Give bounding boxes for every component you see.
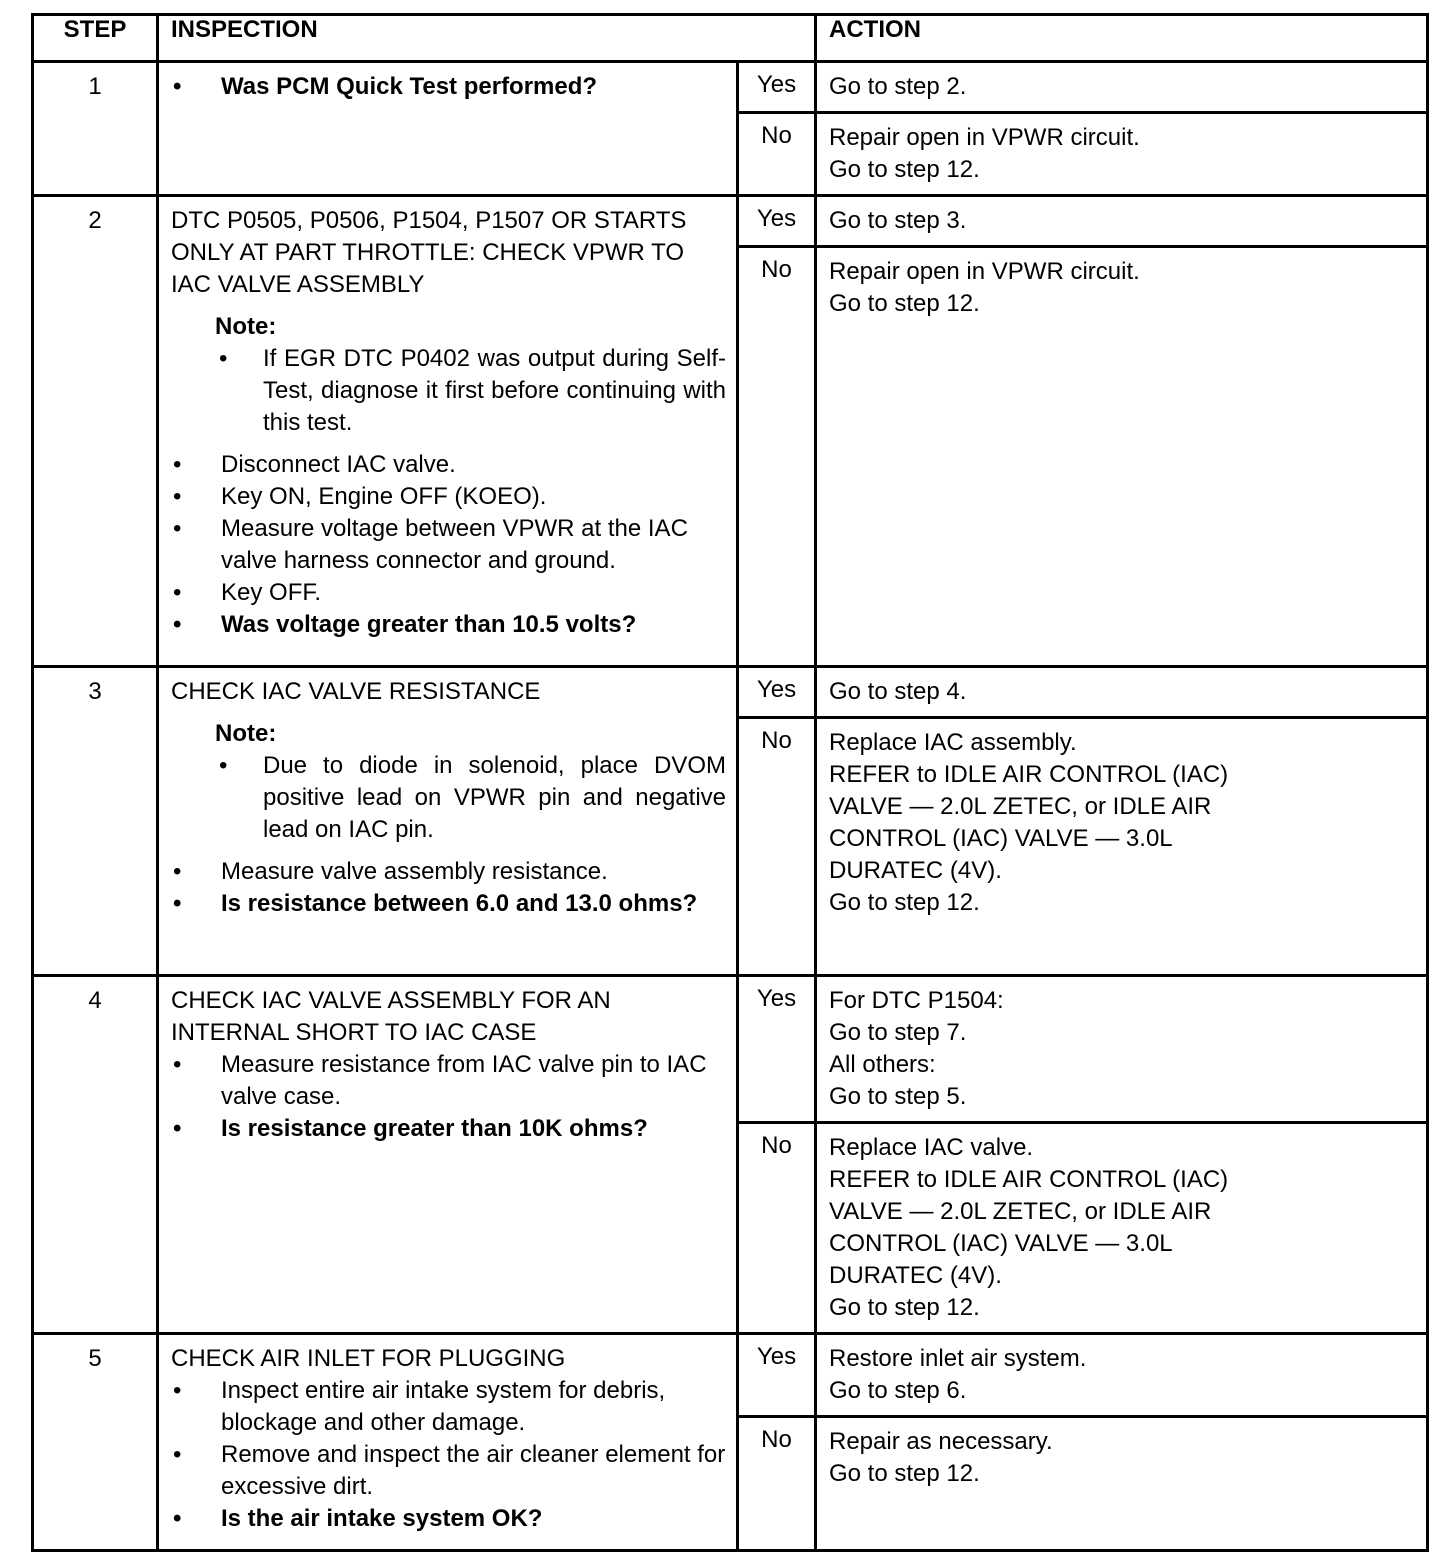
yes-label: Yes [738, 667, 816, 718]
step-2-inspection [158, 196, 738, 667]
action-line: Go to step 7. [829, 1019, 967, 1046]
step-title: CHECK IAC VALVE RESISTANCE [171, 678, 541, 705]
step-5-no-action [816, 1417, 1428, 1551]
action-line: Repair as necessary. [829, 1428, 1053, 1455]
action-line: Go to step 2. [829, 73, 967, 100]
step-number: 4 [33, 976, 158, 1334]
bullet: • Measure valve assembly resistance. [171, 856, 726, 888]
action-line: VALVE — 2.0L ZETEC, or IDLE AIR [829, 1198, 1212, 1225]
action-line: DURATEC (4V). [829, 857, 1002, 884]
step-1-no-action [816, 113, 1428, 196]
yes-label: Yes [738, 196, 816, 247]
step-3-inspection [158, 667, 738, 976]
yes-label: Yes [738, 62, 816, 113]
action-line: Go to step 3. [829, 207, 967, 234]
note-label: Note: [215, 720, 277, 747]
step-5-yes-action [816, 1334, 1428, 1417]
action-line: Repair open in VPWR circuit. [829, 258, 1140, 285]
action-line: DURATEC (4V). [829, 1262, 1002, 1289]
action-line: CONTROL (IAC) VALVE — 3.0L [829, 1230, 1173, 1257]
step-3-question: • Is resistance between 6.0 and 13.0 ohms? [171, 888, 726, 920]
action-line: REFER to IDLE AIR CONTROL (IAC) [829, 1166, 1229, 1193]
step-1-yes-action [816, 62, 1428, 113]
header-step: STEP [33, 15, 158, 62]
action-line: Go to step 5. [829, 1083, 967, 1110]
step-1-yes-row [33, 62, 1428, 113]
step-number: 3 [33, 667, 158, 976]
yes-label: Yes [738, 1334, 816, 1417]
header-row [33, 15, 1428, 62]
action-line: Go to step 4. [829, 678, 967, 705]
action-line: Replace IAC assembly. [829, 729, 1077, 756]
step-3-no-action [816, 718, 1428, 976]
action-line: Go to step 12. [829, 156, 980, 183]
step-3-yes-action [816, 667, 1428, 718]
action-line: Repair open in VPWR circuit. [829, 124, 1140, 151]
step-3-yes-row [33, 667, 1428, 718]
note-text: • Due to diode in solenoid, place DVOM positive lead on VPWR pin and negative lead on IAC pin. [215, 750, 726, 846]
step-2-question: • Was voltage greater than 10.5 volts? [171, 609, 726, 641]
header-inspection: INSPECTION [158, 15, 816, 62]
step-2-yes-action [816, 196, 1428, 247]
note-text: • If EGR DTC P0402 was output during Self-Test, diagnose it first before continuing with this test. [215, 343, 726, 439]
note [215, 311, 726, 439]
no-label: No [738, 718, 816, 976]
header-action: ACTION [816, 15, 1428, 62]
note-label: Note: [215, 313, 277, 340]
diagnostic-table [31, 13, 1429, 1552]
no-label: No [738, 1123, 816, 1334]
step-title: CHECK AIR INLET FOR PLUGGING [171, 1345, 566, 1372]
no-label: No [738, 113, 816, 196]
action-line: Restore inlet air system. [829, 1345, 1087, 1372]
action-line: CONTROL (IAC) VALVE — 3.0L [829, 825, 1173, 852]
action-line: Go to step 12. [829, 1460, 980, 1487]
step-title: DTC P0505, P0506, P1504, P1507 OR STARTS ONLY AT PART THROTTLE: CHECK VPWR TO IAC VALVE ASSEMBLY [171, 207, 687, 298]
action-line: Go to step 6. [829, 1377, 967, 1404]
bullet: • Key OFF. [171, 577, 726, 609]
action-line: Replace IAC valve. [829, 1134, 1034, 1161]
step-5-yes-row [33, 1334, 1428, 1417]
step-title: CHECK IAC VALVE ASSEMBLY FOR AN INTERNAL SHORT TO IAC CASE [171, 987, 611, 1046]
action-line: Go to step 12. [829, 1294, 980, 1321]
action-line: Go to step 12. [829, 889, 980, 916]
action-line: Go to step 12. [829, 290, 980, 317]
note [215, 718, 726, 846]
step-4-question: • Is resistance greater than 10K ohms? [171, 1113, 726, 1145]
step-number: 2 [33, 196, 158, 667]
bullet: • Measure voltage between VPWR at the IAC valve harness connector and ground. [171, 513, 726, 577]
bullet: • Key ON, Engine OFF (KOEO). [171, 481, 726, 513]
step-4-inspection [158, 976, 738, 1334]
action-line: VALVE — 2.0L ZETEC, or IDLE AIR [829, 793, 1212, 820]
action-line: REFER to IDLE AIR CONTROL (IAC) [829, 761, 1229, 788]
step-4-yes-row [33, 976, 1428, 1123]
step-4-no-action [816, 1123, 1428, 1334]
step-number: 1 [33, 62, 158, 196]
step-1-question: • Was PCM Quick Test performed? [171, 71, 726, 103]
no-label: No [738, 247, 816, 667]
step-5-inspection [158, 1334, 738, 1551]
bullet: • Inspect entire air intake system for debris, blockage and other damage. [171, 1375, 726, 1439]
bullet: • Disconnect IAC valve. [171, 449, 726, 481]
step-1-inspection [158, 62, 738, 196]
step-2-yes-row [33, 196, 1428, 247]
no-label: No [738, 1417, 816, 1551]
step-5-question: • Is the air intake system OK? [171, 1503, 726, 1535]
yes-label: Yes [738, 976, 816, 1123]
action-line: All others: [829, 1051, 936, 1078]
bullet: • Measure resistance from IAC valve pin to IAC valve case. [171, 1049, 726, 1113]
step-2-no-action [816, 247, 1428, 667]
step-4-yes-action [816, 976, 1428, 1123]
step-number: 5 [33, 1334, 158, 1551]
bullet: • Remove and inspect the air cleaner element for excessive dirt. [171, 1439, 726, 1503]
action-line: For DTC P1504: [829, 987, 1004, 1014]
